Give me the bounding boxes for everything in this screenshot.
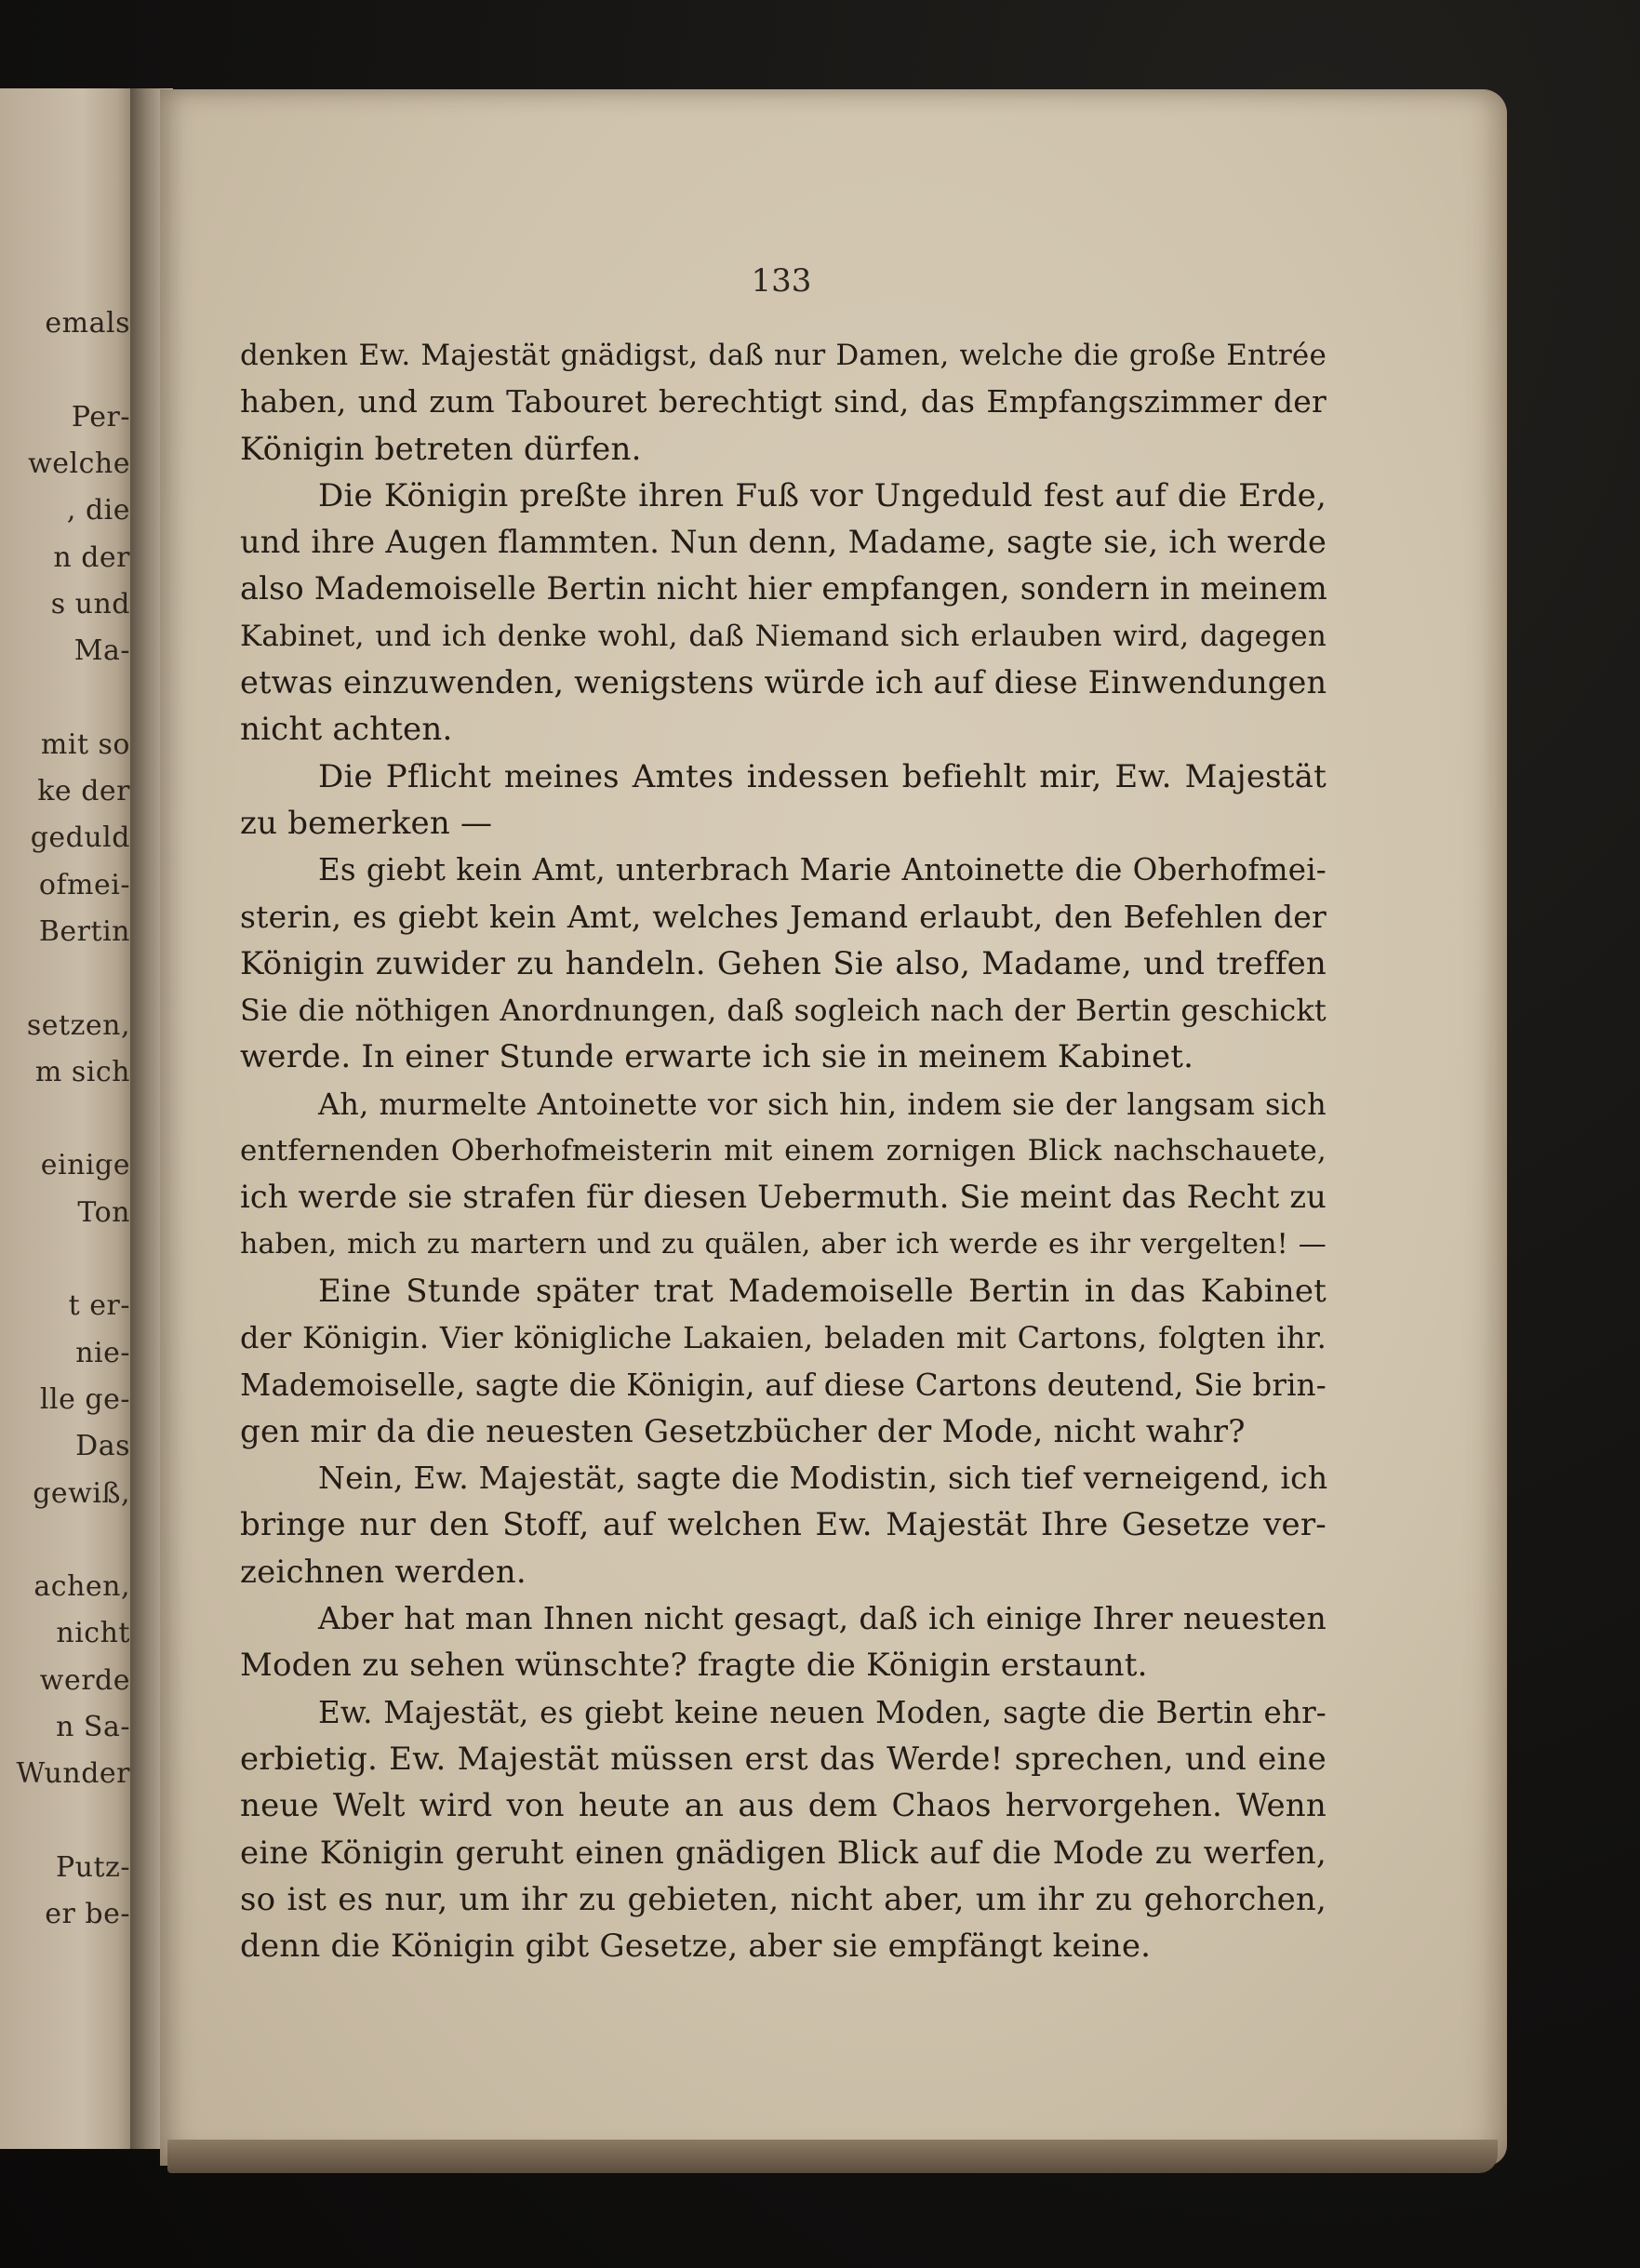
left-page-text-fragment: n Sa-	[56, 1711, 130, 1743]
text-line: nicht achten.	[240, 711, 453, 749]
left-page-text-fragment: gewiß,	[33, 1476, 130, 1510]
text-line: ich werde sie strafen für diesen Uebermuth. Sie meint das Recht zu	[240, 1179, 1327, 1216]
left-page-text-fragment: s und	[50, 587, 130, 620]
left-page-text-fragment: werde	[39, 1663, 130, 1697]
text-line: Königin betreten dürfen.	[240, 430, 642, 468]
left-page-text-fragment: ke der	[37, 775, 130, 807]
left-page-text-fragment: t er-	[68, 1289, 130, 1323]
text-line: gen mir da die neuesten Gesetzbücher der Mode, nicht wahr?	[240, 1412, 1246, 1450]
text-line: Die Königin preßte ihren Fuß vor Ungeduld fest auf die Erde,	[318, 476, 1327, 514]
text-line: Moden zu sehen wünschte? fragte die Königin erstaunt.	[240, 1647, 1148, 1685]
text-line: Sie die nöthigen Anordnungen, daß sogleich nach der Bertin geschickt	[240, 993, 1327, 1029]
text-line: sterin, es giebt kein Amt, welches Jemand erlaubt, den Befehlen der	[240, 898, 1327, 935]
left-page-text-fragment: setzen,	[26, 1008, 130, 1042]
left-page-text-fragment: geduld	[30, 821, 130, 855]
left-page-text-fragment: achen,	[33, 1570, 130, 1604]
page-text	[240, 332, 1327, 1969]
text-line: werde. In einer Stunde erwarte ich sie in meinem Kabinet.	[240, 1038, 1194, 1076]
left-page-text-fragment: lle ge-	[39, 1382, 130, 1416]
left-page-text-fragment: Das	[75, 1430, 130, 1463]
left-page-text-fragment: Ton	[77, 1195, 130, 1229]
text-line: Ah, murmelte Antoinette vor sich hin, indem sie der langsam sich	[318, 1086, 1327, 1122]
text-line: zu bemerken —	[240, 804, 493, 842]
text-line: haben, mich zu martern und zu quälen, aber ich werde es ihr vergelten! —	[240, 1227, 1327, 1261]
text-line: Es giebt kein Amt, unterbrach Marie Antoinette die Oberhofmei-	[318, 852, 1327, 888]
text-line: Kabinet, und ich denke wohl, daß Niemand sich erlauben wird, dagegen	[240, 619, 1327, 653]
text-line: Nein, Ew. Majestät, sagte die Modistin, sich tief verneigend, ich	[318, 1460, 1328, 1497]
left-page-text-fragment: m sich	[34, 1055, 130, 1088]
left-page-text-fragment: n der	[53, 540, 130, 574]
left-page-text-fragment: Putz-	[55, 1850, 130, 1884]
text-line: Mademoiselle, sagte die Königin, auf diese Cartons deutend, Sie brin-	[240, 1367, 1327, 1403]
left-page-text-fragment: Per-	[71, 400, 130, 434]
text-line: zeichnen werden.	[240, 1553, 527, 1591]
text-line: Ew. Majestät, es giebt keine neuen Moden, sagte die Bertin ehr-	[318, 1694, 1327, 1730]
text-line: denken Ew. Majestät gnädigst, daß nur Damen, welche die große Entrée	[240, 339, 1327, 372]
page-number: 133	[751, 262, 812, 300]
text-line: eine Königin geruht einen gnädigen Blick auf die Mode zu werfen,	[240, 1834, 1327, 1872]
left-page-text-fragment: er be-	[45, 1898, 130, 1931]
text-line: denn die Königin gibt Gesetze, aber sie empfängt keine.	[240, 1928, 1152, 1966]
left-page-text-fragment: Bertin	[38, 914, 130, 948]
text-line: Königin zuwider zu handeln. Gehen Sie also, Madame, und treffen	[240, 944, 1327, 982]
text-line: Die Pflicht meines Amtes indessen befiehlt mir, Ew. Majestät	[318, 757, 1327, 795]
left-page-text-fragment: Wunder	[16, 1757, 130, 1791]
left-page-text-fragment: , die	[66, 494, 130, 527]
text-line: so ist es nur, um ihr zu gebieten, nicht aber, um ihr zu gehorchen,	[240, 1880, 1327, 1918]
left-page-text-fragment: welche	[28, 447, 130, 480]
text-line: etwas einzuwenden, wenigstens würde ich auf diese Einwendungen	[240, 664, 1327, 701]
left-page-text-fragment: einige	[40, 1149, 130, 1182]
page-bottom-edge	[167, 2140, 1498, 2173]
previous-page-edge	[0, 88, 138, 2149]
text-line: neue Welt wird von heute an aus dem Chaos hervorgehen. Wenn	[240, 1787, 1327, 1825]
text-line: also Mademoiselle Bertin nicht hier empfangen, sondern in meinem	[240, 570, 1327, 607]
left-page-text-fragment: Ma-	[73, 634, 130, 668]
text-line: erbietig. Ew. Majestät müssen erst das Werde! sprechen, und eine	[240, 1740, 1327, 1778]
left-page-text-fragment: ofmei-	[38, 868, 130, 901]
text-line: Eine Stunde später trat Mademoiselle Bertin in das Kabinet	[318, 1272, 1327, 1310]
text-line: und ihre Augen flammten. Nun denn, Madame, sagte sie, ich werde	[240, 524, 1327, 561]
left-page-text-fragment: mit so	[40, 727, 130, 761]
text-line: haben, und zum Tabouret berechtigt sind, das Empfangszimmer der	[240, 383, 1327, 420]
left-page-text-fragment: nicht	[56, 1617, 130, 1650]
text-line: bringe nur den Stoff, auf welchen Ew. Majestät Ihre Gesetze ver-	[240, 1506, 1327, 1544]
text-line: der Königin. Vier königliche Lakaien, beladen mit Cartons, folgten ihr.	[240, 1320, 1327, 1356]
text-line: entfernenden Oberhofmeisterin mit einem zornigen Blick nachschauete,	[240, 1134, 1327, 1168]
left-page-text-fragment: emals	[45, 307, 130, 340]
left-page-text-fragment: nie-	[75, 1336, 130, 1369]
text-line: Aber hat man Ihnen nicht gesagt, daß ich einige Ihrer neuesten	[318, 1600, 1327, 1637]
